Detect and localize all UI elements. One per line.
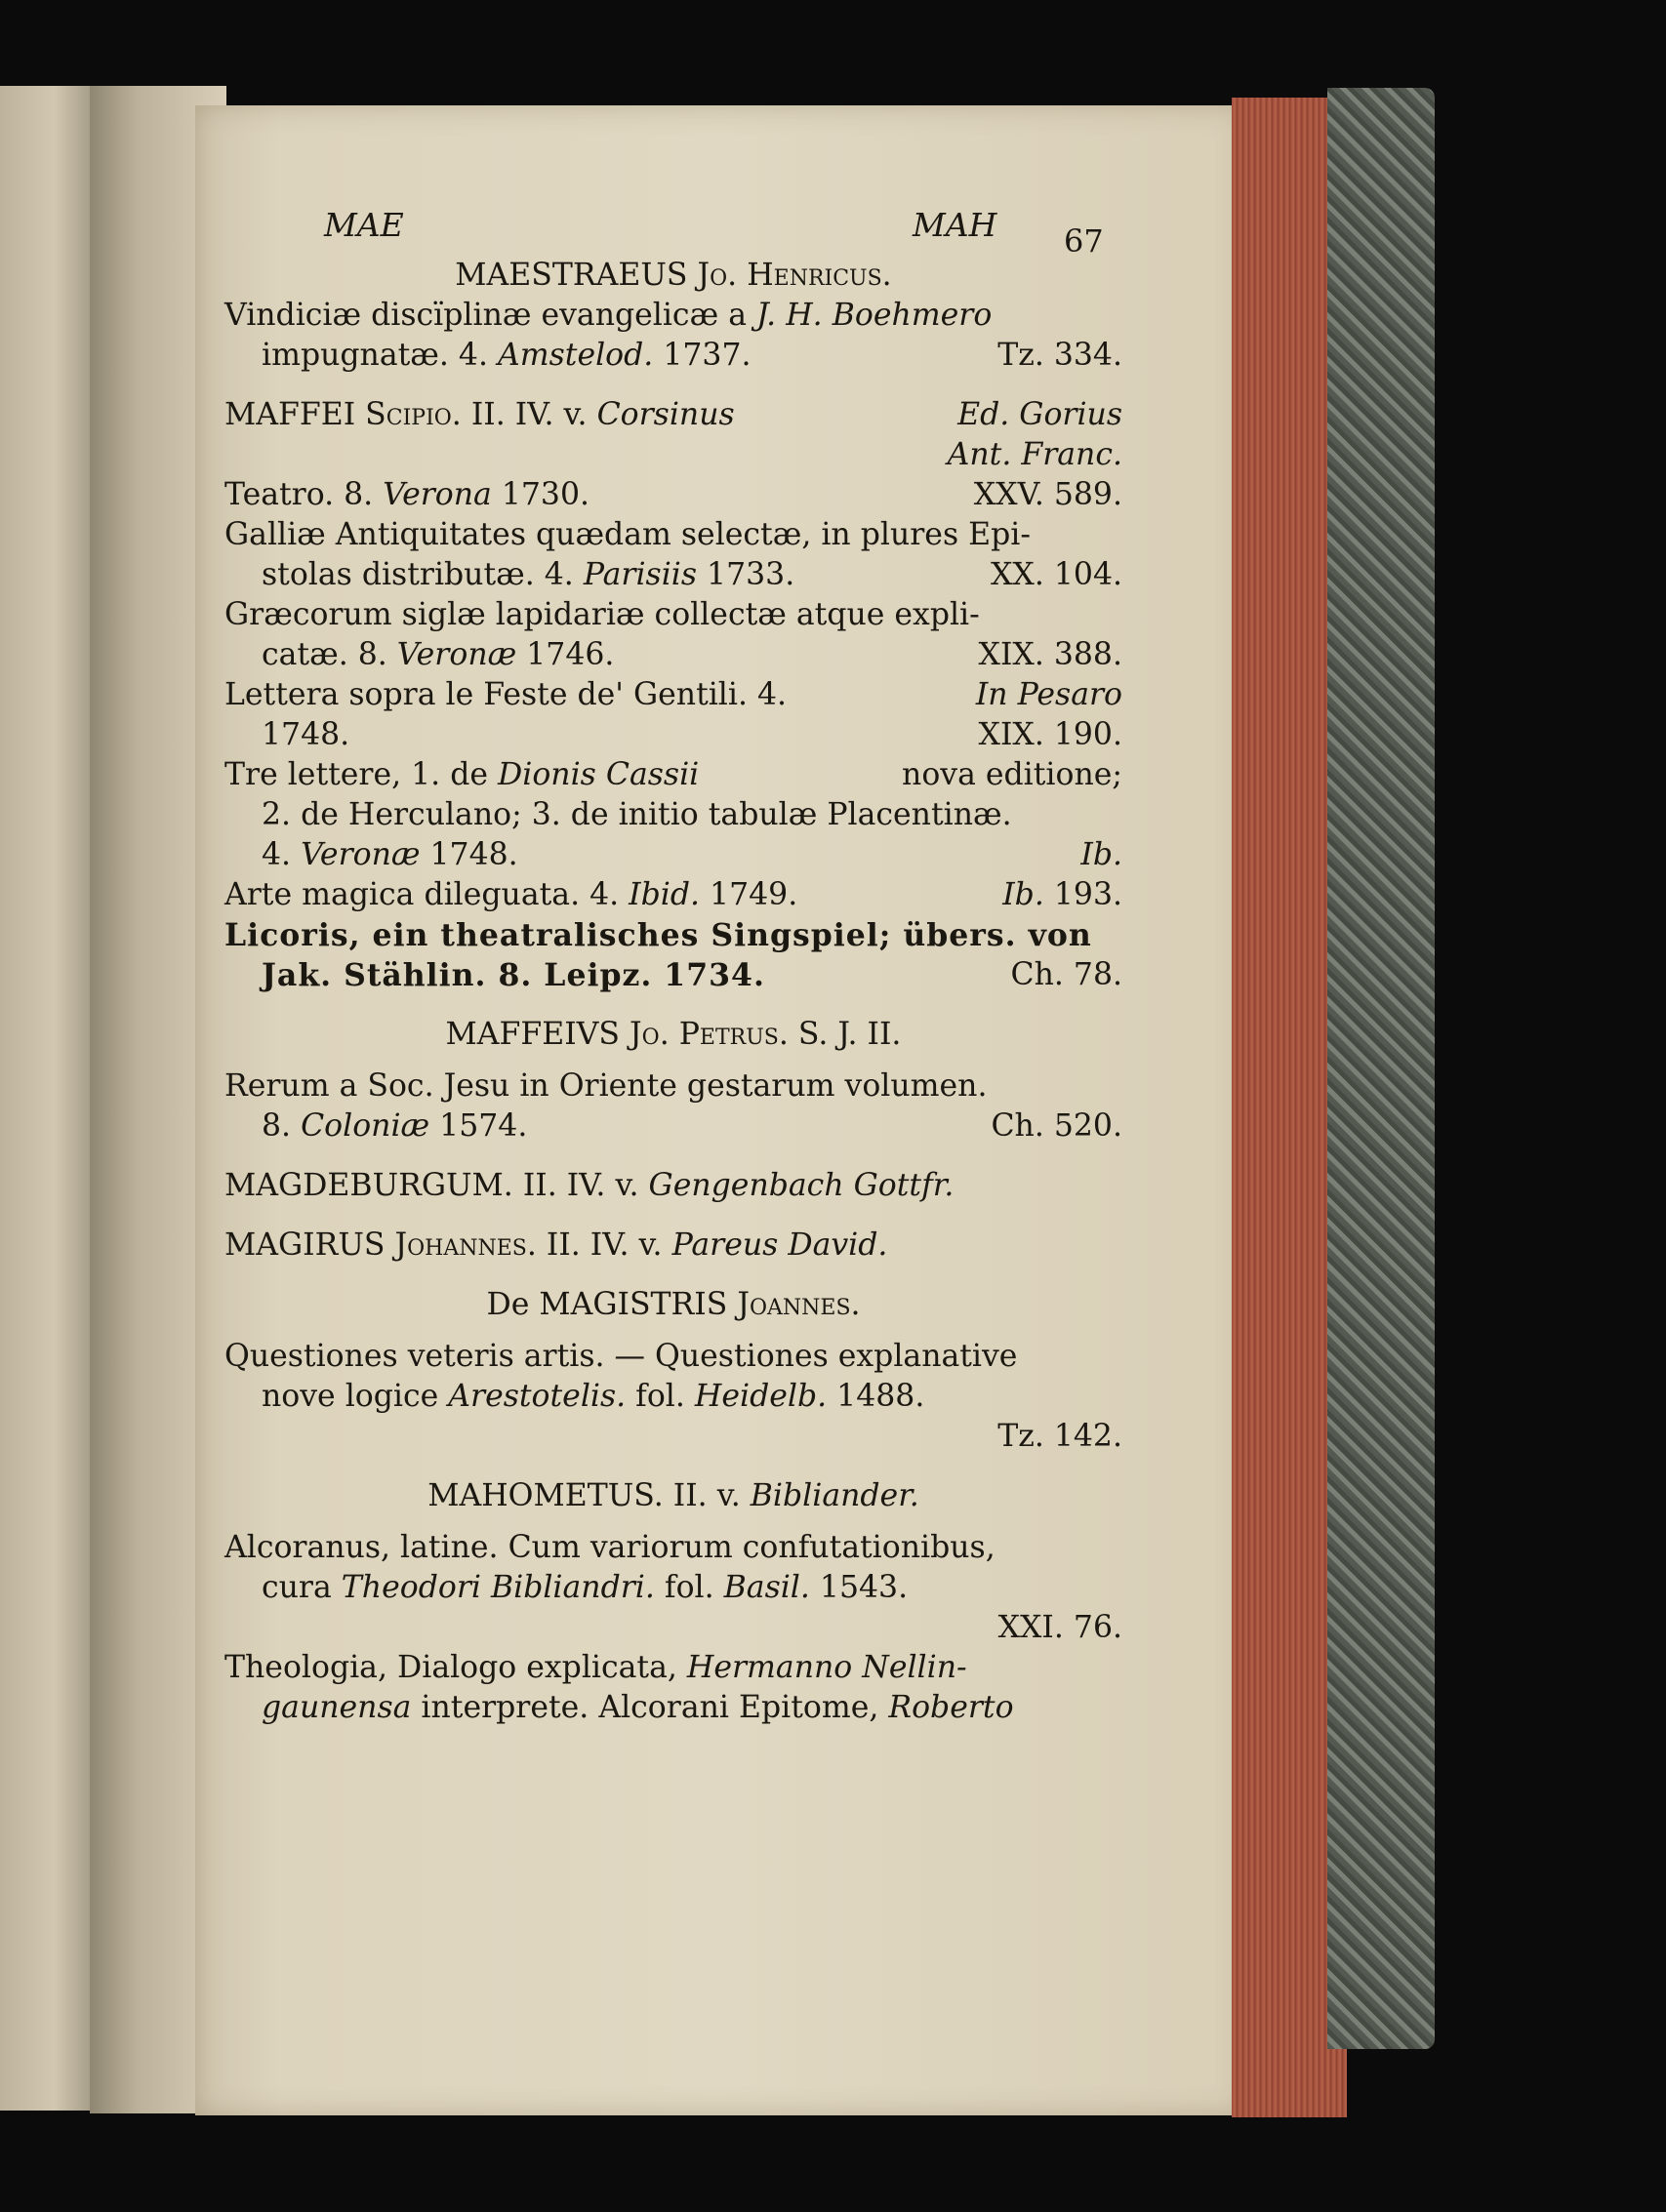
heading-name: MAFFEIVS [445, 1017, 621, 1052]
entry-heading [224, 256, 1122, 296]
heading-name: De MAGISTRIS [486, 1287, 728, 1322]
heading-reference: II. IV. v. [470, 397, 588, 432]
entry-italic: Ant. Franc. [947, 437, 1122, 472]
entry-text: 1574. [439, 1108, 528, 1144]
entry-text: fol. [635, 1379, 685, 1414]
entry-text: nove logice [262, 1379, 439, 1414]
entry-text: Tre lettere, 1. de [224, 757, 488, 792]
entry-line: Questiones veteris artis. — Questiones explanative [224, 1339, 1018, 1374]
entry-line [224, 1377, 1122, 1417]
entry-text: Lettera sopra le Feste de' Gentili. 4. [224, 677, 788, 712]
entry-italic: Pareus David. [671, 1227, 888, 1263]
entry-text: Jak. Stählin. 8. Leipz. 1734. [262, 957, 765, 993]
entry-reference: Ch. 78. [1010, 957, 1122, 992]
entry-italic: Roberto [888, 1690, 1014, 1725]
heading-reference: S. J. II. [797, 1017, 902, 1052]
entry-italic: Hermanno Nellin- [686, 1650, 967, 1685]
entry-reference: XX. 104. [990, 557, 1122, 592]
entry-italic: Ibid. [629, 877, 701, 912]
heading-reference: II. IV. v. [546, 1227, 663, 1263]
entry-heading [224, 1476, 1122, 1516]
entry-line [224, 435, 1122, 475]
page-number: 67 [1064, 222, 1104, 260]
entry-line [224, 1688, 1122, 1728]
heading-name: MAESTRAEUS [455, 258, 688, 293]
entry-italic: Bibliander. [750, 1478, 919, 1513]
entry-italic: Arestotelis. [448, 1379, 627, 1414]
entry-text: nova editione; [902, 757, 1122, 792]
entry-text: Teatro. 8. [224, 477, 374, 512]
entry-text: catæ. 8. [262, 637, 387, 672]
entry-italic: Heidelb. [694, 1379, 828, 1414]
entry-line [224, 1417, 1122, 1457]
heading-reference: II. IV. v. [522, 1168, 639, 1203]
entry-line [224, 675, 1122, 715]
entry-text: interprete. Alcorani Epitome, [421, 1690, 879, 1725]
entry-line [224, 635, 1122, 675]
entry-line [224, 336, 1122, 376]
entry-italic: Ib. [1002, 877, 1044, 912]
entry-line: Græcorum siglæ lapidariæ collectæ atque expli- [224, 597, 980, 632]
entry-reference: Tz. 334. [997, 338, 1122, 373]
page-text [224, 205, 1122, 1728]
entry-italic: Verona [383, 477, 492, 512]
entry-italic: Basil. [723, 1570, 810, 1605]
entry-italic: Theodori Bibliandri. [341, 1570, 655, 1605]
heading-given: Jo. Petrus. [630, 1017, 789, 1052]
entry-line-blackletter [224, 955, 1122, 995]
entry-line: Rerum a Soc. Jesu in Oriente gestarum volumen. [224, 1068, 988, 1104]
entry-heading [224, 1015, 1122, 1055]
entry-line [224, 555, 1122, 595]
heading-given: Scipio. [365, 397, 462, 432]
entry-text: 1488. [836, 1379, 925, 1414]
entry-italic: Ed. Gorius [957, 397, 1122, 432]
entry-line: Alcoranus, latine. Cum variorum confutationibus, [224, 1530, 996, 1565]
entry-line: 2. de Herculano; 3. de initio tabulæ Placentinæ. [262, 797, 1012, 832]
entry-text: 1748. [429, 837, 518, 872]
entry-italic: Veronæ [301, 837, 421, 872]
entry-line [224, 1568, 1122, 1608]
entry-text: 4. [262, 837, 292, 872]
entry-text: 1733. [707, 557, 795, 592]
entry-heading [224, 1226, 1122, 1266]
running-head-left: MAE [324, 206, 404, 244]
entry-reference: XIX. 388. [978, 637, 1122, 672]
entry-line [224, 755, 1122, 795]
book-cover-board [1327, 88, 1435, 2049]
entry-text: 1746. [526, 637, 615, 672]
entry-italic: Corsinus [596, 397, 735, 432]
entry-italic: Coloniæ [301, 1108, 430, 1144]
heading-reference: II. v. [672, 1478, 741, 1513]
entry-reference: Ib. [1080, 837, 1122, 872]
entry-text: Theologia, Dialogo explicata, [224, 1650, 677, 1685]
heading-given: Jo. Henricus. [697, 258, 892, 293]
heading-name: MAGIRUS [224, 1227, 386, 1263]
running-head [224, 205, 1122, 256]
entry-heading [224, 1166, 1122, 1206]
heading-given: Johannes. [394, 1227, 537, 1263]
entry-reference: XXI. 76. [997, 1610, 1122, 1645]
entry-text: 1543. [819, 1570, 909, 1605]
entry-reference: 193. [1053, 877, 1122, 912]
entry-text: Arte magica dileguata. 4. [224, 877, 620, 912]
entry-italic: Dionis Cassii [498, 757, 700, 792]
entry-text: 1737. [663, 338, 752, 373]
entry-heading [224, 1285, 1122, 1325]
entry-line [224, 835, 1122, 875]
entry-line [224, 475, 1122, 515]
heading-name: MAHOMETUS. [427, 1478, 664, 1513]
entry-heading [224, 395, 1122, 435]
entry-italic: Veronæ [396, 637, 517, 672]
entry-italic: In Pesaro [975, 677, 1122, 712]
entry-reference: Ch. 520. [991, 1108, 1122, 1144]
entry-text: fol. [664, 1570, 714, 1605]
heading-name: MAFFEI [224, 397, 356, 432]
entry-italic: gaunensa [262, 1690, 412, 1725]
entry-text: stolas distributæ. 4. [262, 557, 574, 592]
entry-line [224, 1648, 1122, 1688]
entry-reference: XXV. 589. [973, 477, 1122, 512]
entry-italic: Parisiis [583, 557, 698, 592]
left-page-edge [0, 86, 90, 2111]
entry-reference: Tz. 142. [997, 1419, 1122, 1454]
entry-line [224, 1106, 1122, 1146]
entry-line [224, 875, 1122, 915]
entry-line: Galliæ Antiquitates quædam selectæ, in plures Epi- [224, 517, 1031, 552]
entry-text: Vindiciæ discïplinæ evangelicæ a [224, 298, 747, 333]
entry-text: 8. [262, 1108, 292, 1144]
entry-reference: XIX. 190. [978, 717, 1122, 752]
entry-line [224, 715, 1122, 755]
entry-italic: J. H. Boehmero [756, 298, 993, 333]
entry-italic: Amstelod. [498, 338, 654, 373]
heading-given: Joannes. [737, 1287, 861, 1322]
entry-text: 1730. [501, 477, 590, 512]
entry-italic: Gengenbach Gottfr. [648, 1168, 955, 1203]
heading-name: MAGDEBURGUM. [224, 1168, 513, 1203]
entry-text: cura [262, 1570, 332, 1605]
entry-text: impugnatæ. 4. [262, 338, 488, 373]
entry-text: 1748. [262, 717, 350, 752]
entry-line-blackletter: Licoris, ein theatralisches Singspiel; übers. von [224, 917, 1092, 953]
entry-text: 1749. [710, 877, 798, 912]
running-head-right: MAH [913, 206, 997, 244]
entry-line [224, 296, 1122, 336]
entry-line [224, 1608, 1122, 1648]
